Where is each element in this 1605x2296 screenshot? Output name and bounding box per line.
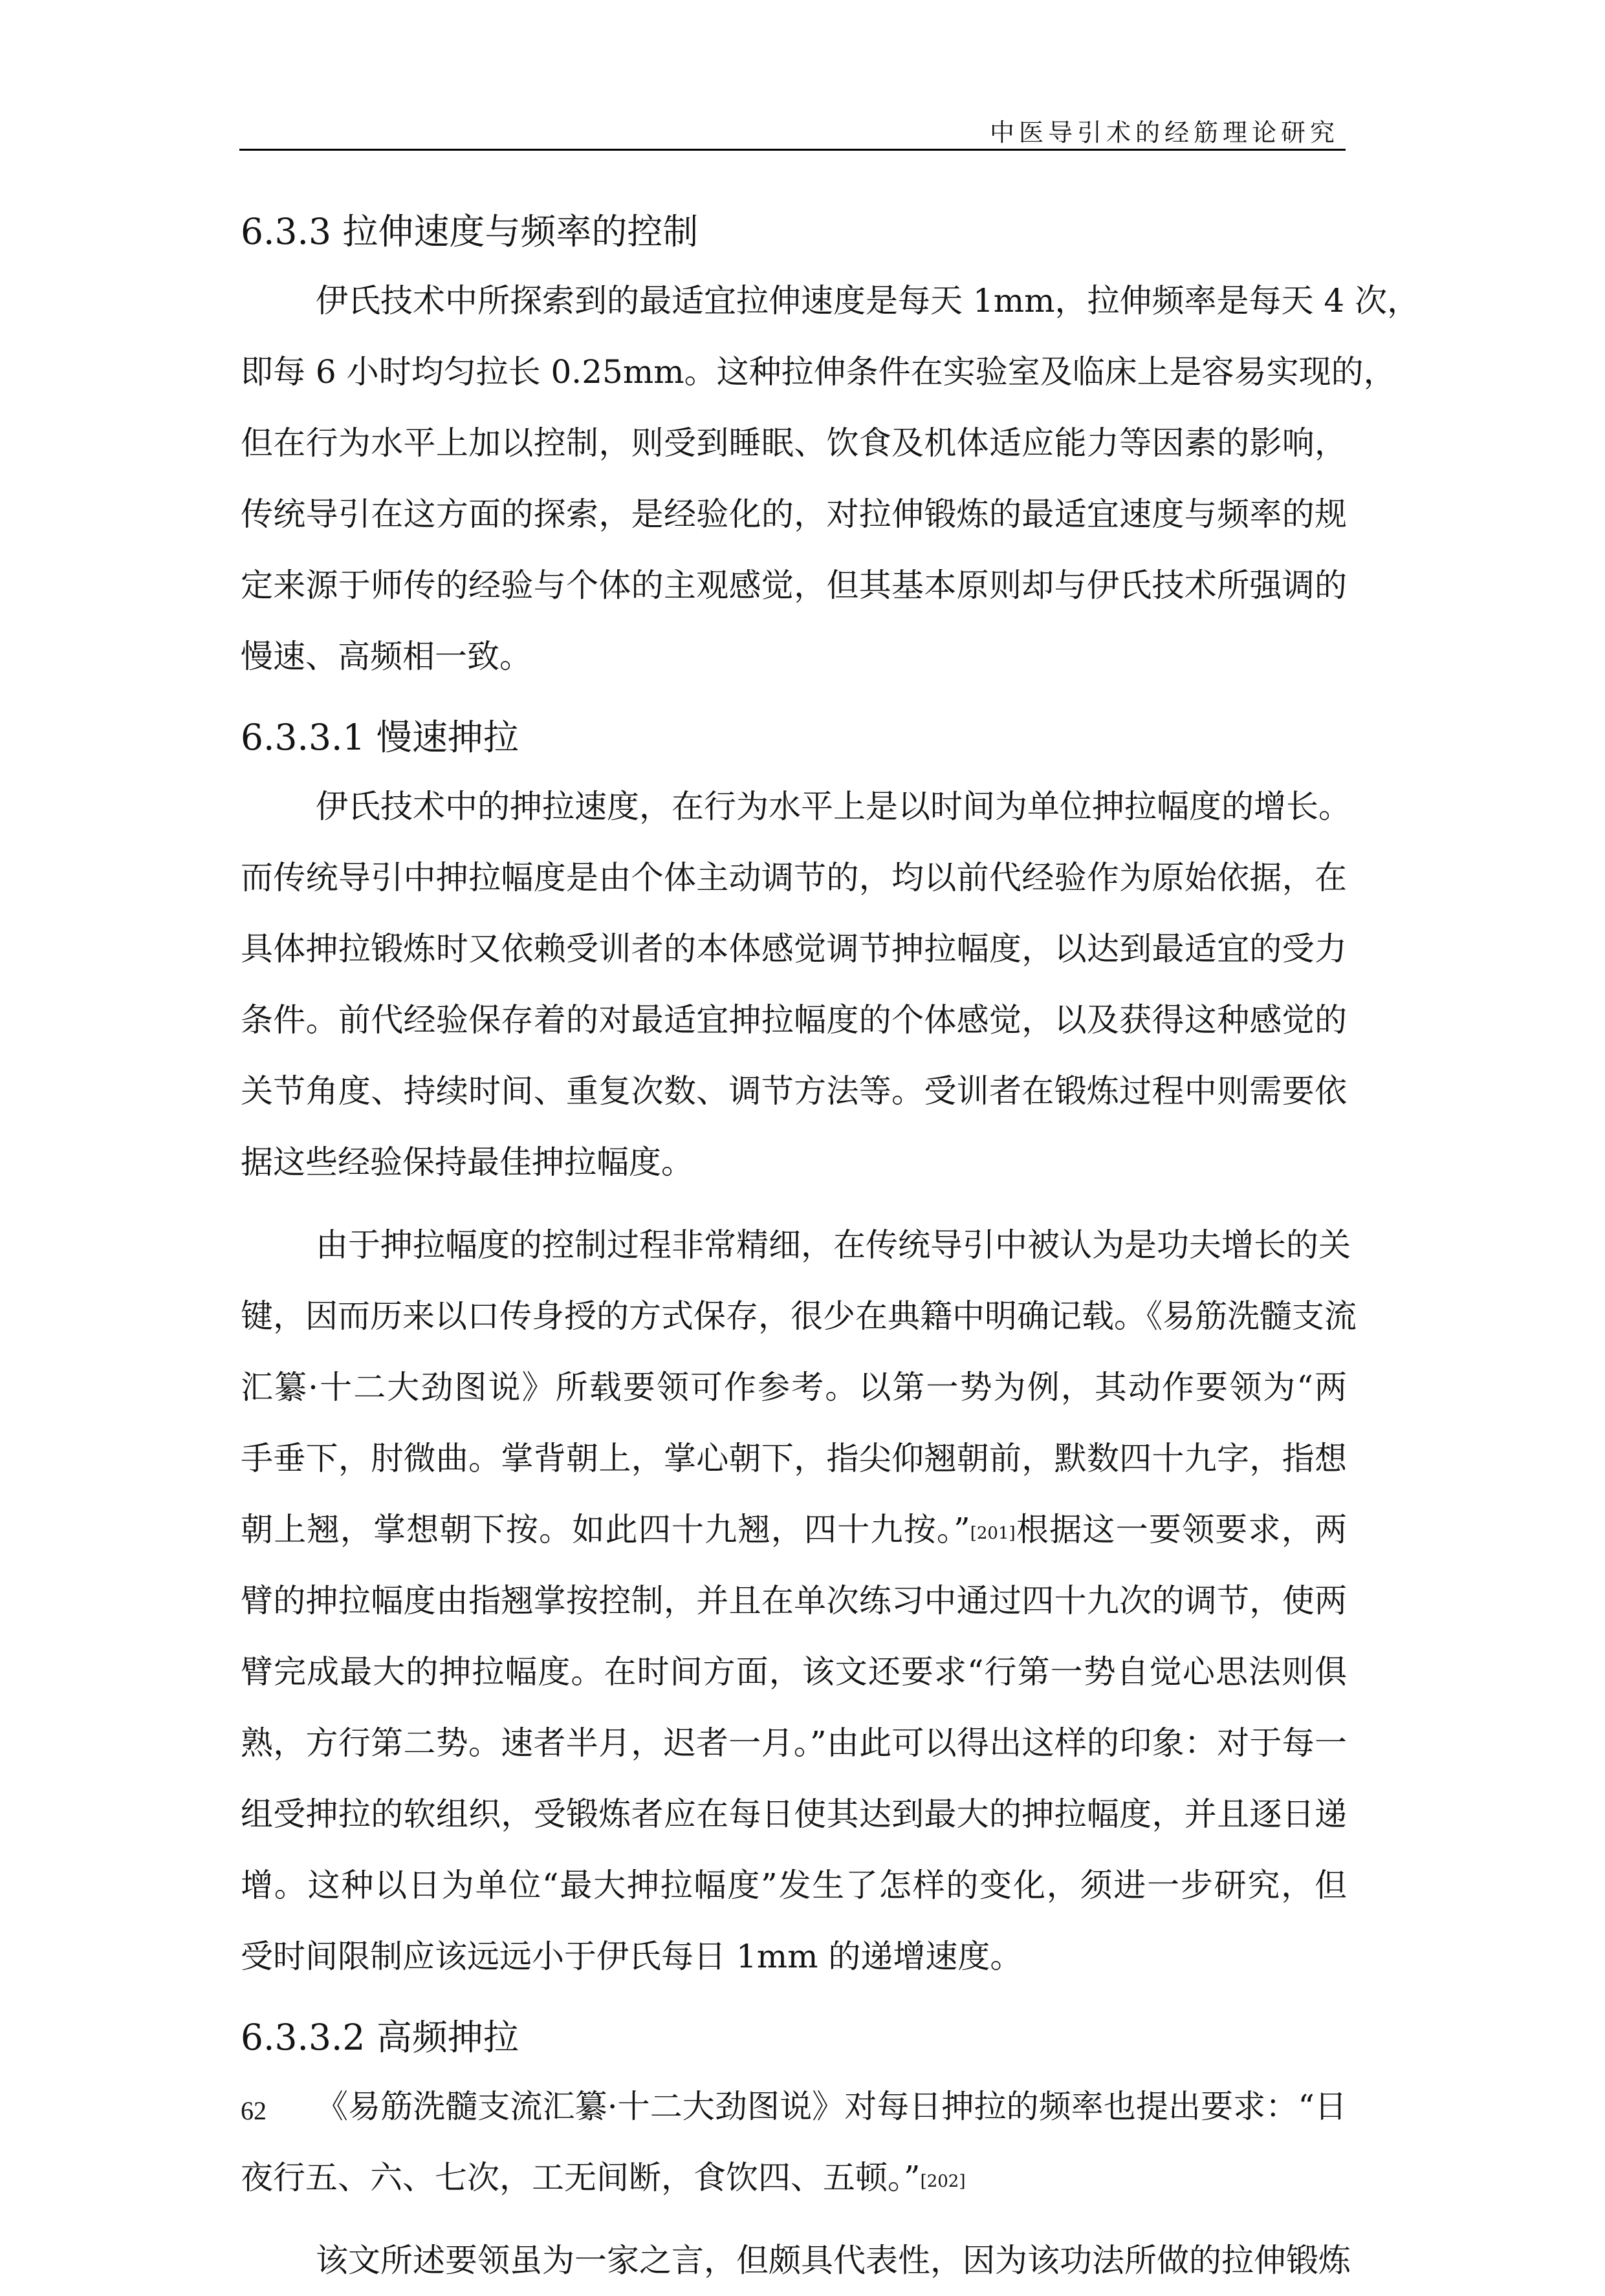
text-line: 熟，方行第二势。速者半月，迟者一月。”由此可以得出这样的印象：对于每一 <box>241 1724 1347 1762</box>
text-line: 由于抻拉幅度的控制过程非常精细，在传统导引中被认为是功夫增长的关 <box>316 1226 1351 1264</box>
page-body <box>241 206 1420 2296</box>
text-line: 伊氏技术中所探索到的最适宜拉伸速度是每天 1mm，拉伸频率是每天 4 次， <box>316 282 1420 319</box>
text-line: 伊氏技术中的抻拉速度，在行为水平上是以时间为单位抻拉幅度的增长。 <box>316 788 1351 825</box>
text-line: 但在行为水平上加以控制，则受到睡眠、饮食及机体适应能力等因素的影响， <box>241 424 1347 462</box>
text-segment: 夜行五、六、七次，工无间断，食饮四、五顿。” <box>241 2159 921 2196</box>
text-line-with-citation <box>241 1494 1347 1565</box>
text-line: 关节角度、持续时间、重复次数、调节方法等。受训者在锻炼过程中则需要依 <box>241 1072 1347 1110</box>
text-line: 组受抻拉的软组织，受锻炼者应在每日使其达到最大的抻拉幅度，并且逐日递 <box>241 1795 1347 1833</box>
page-number: 62 <box>241 2096 267 2125</box>
text-line: 汇纂·十二大劲图说》所载要领可作参考。以第一势为例，其动作要领为“两 <box>241 1369 1347 1406</box>
paragraph-slow-stretch-1 <box>241 771 1351 1198</box>
text-line: 臂的抻拉幅度由指翘掌按控制，并且在单次练习中通过四十九次的调节，使两 <box>241 1582 1347 1619</box>
paragraph-slow-stretch-2 <box>241 1209 1357 1992</box>
text-line: 具体抻拉锻炼时又依赖受训者的本体感觉调节抻拉幅度，以达到最适宜的受力 <box>241 930 1347 968</box>
running-header <box>239 109 1346 151</box>
text-line: 增。这种以日为单位“最大抻拉幅度”发生了怎样的变化，须进一步研究，但 <box>241 1867 1347 1904</box>
text-line: 手垂下，肘微曲。掌背朝上，掌心朝下，指尖仰翘朝前，默数四十九字，指想 <box>241 1440 1347 1477</box>
text-line: 《易筋洗髓支流汇纂·十二大劲图说》对每日抻拉的频率也提出要求：“日 <box>316 2088 1347 2125</box>
text-line: 条件。前代经验保存着的对最适宜抻拉幅度的个体感觉，以及获得这种感觉的 <box>241 1001 1347 1039</box>
text-segment: 朝上翘，掌想朝下按。如此四十九翘，四十九按。” <box>241 1511 970 1548</box>
text-segment: 根据这一要领要求，两 <box>1015 1511 1348 1548</box>
text-line: 据这些经验保持最佳抻拉幅度。 <box>241 1143 693 1181</box>
citation-ref-202: [202] <box>920 2172 966 2191</box>
text-line: 该文所述要领虽为一家之言，但颇具代表性，因为该功法所做的拉伸锻炼 <box>316 2242 1351 2279</box>
text-line: 臂完成最大的抻拉幅度。在时间方面，该文还要求“行第一势自觉心思法则俱 <box>241 1653 1347 1691</box>
text-line: 而传统导引中抻拉幅度是由个体主动调节的，均以前代经验作为原始依据，在 <box>241 859 1347 896</box>
text-line: 即每 6 小时均匀拉长 0.25mm。这种拉伸条件在实验室及临床上是容易实现的， <box>241 353 1396 391</box>
citation-ref-201: [201] <box>970 1524 1016 1543</box>
text-line: 键，因而历来以口传身授的方式保存，很少在典籍中明确记载。《易筋洗髓支流 <box>241 1297 1357 1335</box>
text-line: 慢速、高频相一致。 <box>241 638 532 675</box>
paragraph-stretch-speed <box>241 265 1420 692</box>
paragraph-high-frequency-1 <box>241 2071 1347 2213</box>
section-heading-6-3-3: 6.3.3 拉伸速度与频率的控制 <box>241 211 699 252</box>
paragraph-high-frequency-2 <box>241 2225 1351 2296</box>
section-heading-6-3-3-1: 6.3.3.1 慢速抻拉 <box>241 717 519 758</box>
text-line: 受时间限制应该远远小于伊氏每日 1mm 的递增速度。 <box>241 1938 1023 1975</box>
text-line-with-citation <box>241 2142 1347 2213</box>
text-line: 定来源于师传的经验与个体的主观感觉，但其基本原则却与伊氏技术所强调的 <box>241 567 1347 604</box>
text-line: 传统导引在这方面的探索，是经验化的，对拉伸锻炼的最适宜速度与频率的规 <box>241 495 1347 533</box>
running-title: 中医导引术的经筋理论研究 <box>989 118 1339 147</box>
section-heading-6-3-3-2: 6.3.3.2 高频抻拉 <box>241 2017 519 2058</box>
